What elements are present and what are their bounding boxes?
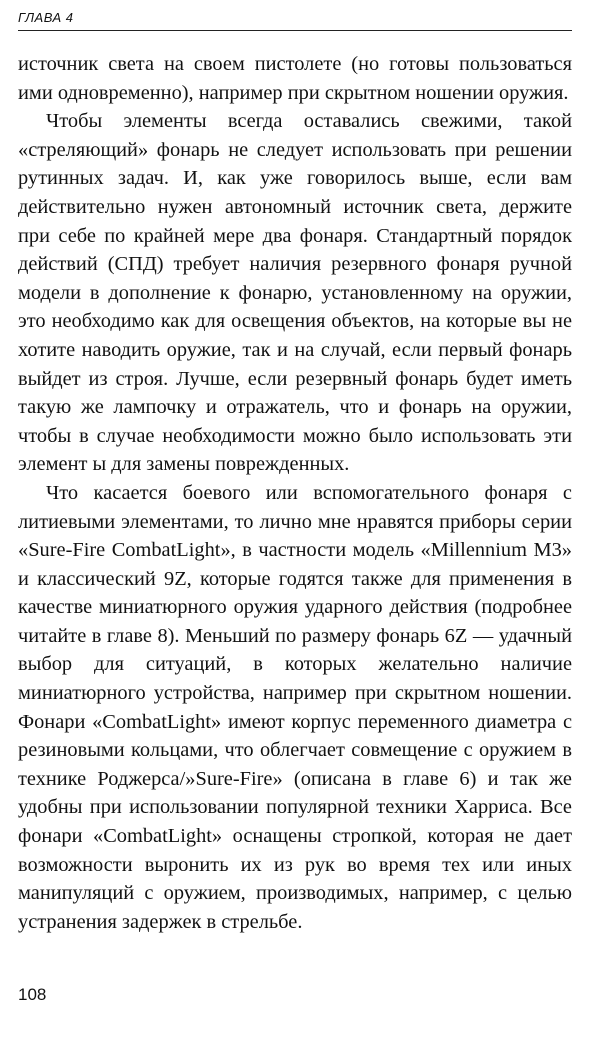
- running-header: [18, 8, 572, 31]
- page-number: 108: [18, 985, 47, 1004]
- paragraph: Чтобы элементы всегда оставались свежими, такой «стреляющий» фонарь не следует использовать при решении рутинных задач. И, как уже говорилось выше, если вам действительно нужен автономный источник света, держите при себе по крайней мере два фонаря. Стандартный порядок действий (СПД) требует наличия резервного фонаря ручной модели в дополнение к фонарю, установленному на оружии, это необходимо как для освещения объектов, на которые вы не хотите наводить оружие, так и на случай, если первый фонарь выйдет из строя. Лучше, если резервный фонарь будет иметь такую же лампочку и отражатель, что и фонарь на оружии, чтобы в случае необходимости можно было использовать эти элемент ы для замены поврежденных.: [18, 110, 572, 476]
- paragraph: Что касается боевого или вспомогательного фонаря с литиевыми элементами, то лично мне нравятся приборы серии «Sure-Fire CombatLight», в частности модель «Millennium M3» и классический 9Z, которые годятся также для применения в качестве миниатюрного оружия ударного действия (подробнее читайте в главе 8). Меньший по размеру фонарь 6Z — удачный выбор для ситуаций, в которых желательно наличие миниатюрного устройства, например при скрытном ношении. Фонари «CombatLight» имеют корпус переменного диаметра с резиновыми кольцами, что облегчает совмещение с оружием в технике Роджерса/»Sure-Fire» (описана в главе 6) и так же удобны при использовании популярной техники Харриса. Все фонари «CombatLight» оснащены стропкой, которая не дает возможности выронить их из рук во время тех или иных манипуляций с оружием, производимых, например, с целью устранения задержек в стрельбе.: [18, 481, 572, 933]
- paragraph-continued: источник света на своем пистолете (но готовы пользоваться ими одновременно), например при скрытном ношении оружия.: [18, 53, 572, 104]
- chapter-label: ГЛАВА 4: [18, 10, 74, 25]
- body-text: [18, 50, 572, 936]
